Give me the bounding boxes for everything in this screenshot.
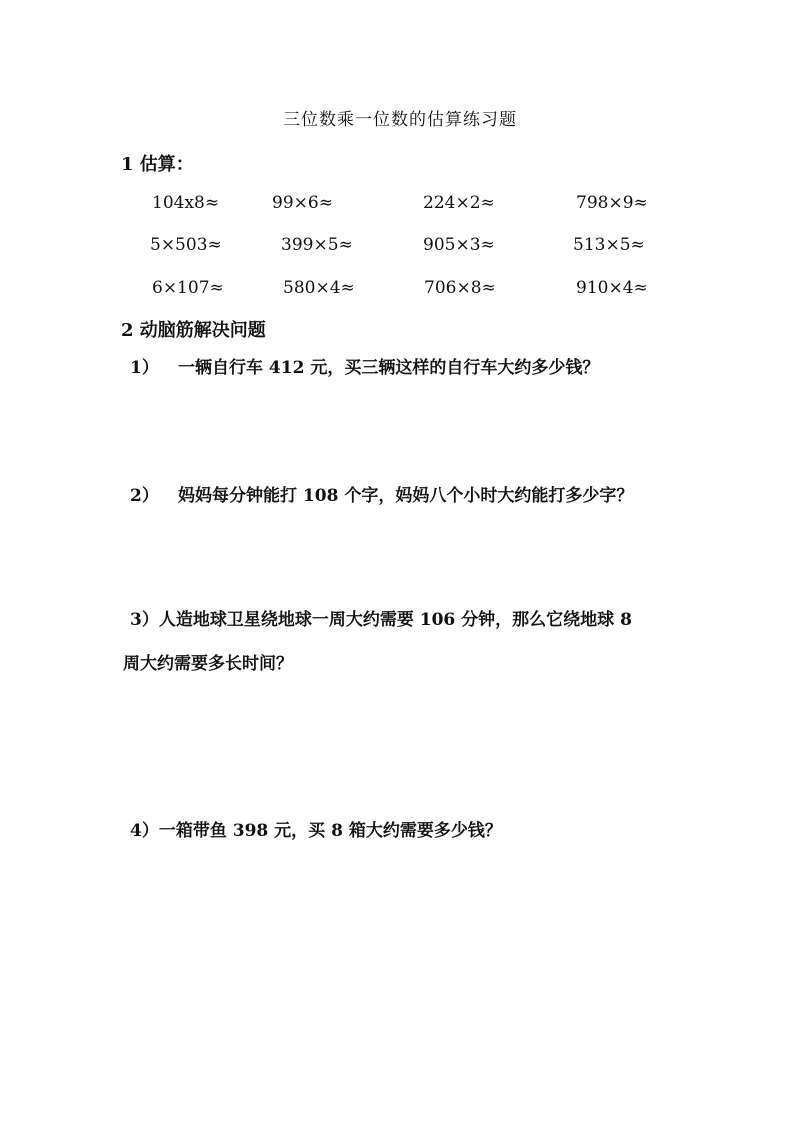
problem-text-continued: 周大约需要多长时间？ [123, 654, 293, 674]
word-problem-3 [123, 598, 690, 674]
estimation-item: 706×8≈ [424, 278, 496, 298]
problem-text: 一辆自行车 412 元，买三辆这样的自行车大约多少钱？ [178, 358, 600, 378]
estimation-item: 798×9≈ [576, 193, 648, 213]
estimation-item: 513×5≈ [573, 235, 645, 255]
problem-number: 4） [130, 821, 159, 841]
problem-text: 一箱带鱼 398 元，买 8 箱大约需要多少钱？ [158, 821, 502, 841]
estimation-item: 99×6≈ [272, 193, 333, 213]
page-title: 三位数乘一位数的估算练习题 [283, 110, 517, 130]
word-problem-1 [130, 346, 690, 390]
word-problem-2 [130, 474, 690, 518]
estimation-item: 5×503≈ [150, 235, 222, 255]
estimation-item: 905×3≈ [423, 235, 495, 255]
estimation-row [0, 235, 800, 263]
word-problem-4 [130, 809, 690, 853]
estimation-item: 910×4≈ [576, 278, 648, 298]
problem-number: 3） [130, 610, 159, 630]
problem-number: 2） [130, 486, 159, 506]
problem-text: 人造地球卫星绕地球一周大约需要 106 分钟，那么它绕地球 8 [158, 610, 632, 630]
estimation-item: 580×4≈ [283, 278, 355, 298]
estimation-item: 224×2≈ [423, 193, 495, 213]
estimation-row [0, 278, 800, 306]
problem-number: 1） [130, 358, 159, 378]
estimation-row [0, 193, 800, 221]
section-problems-heading: 2 动脑筋解决问题 [121, 320, 266, 341]
section-estimation-heading: 1 估算： [121, 154, 194, 175]
problem-text: 妈妈每分钟能打 108 个字，妈妈八个小时大约能打多少字？ [178, 486, 634, 506]
estimation-item: 399×5≈ [281, 235, 353, 255]
estimation-item: 6×107≈ [152, 278, 224, 298]
estimation-item: 104x8≈ [152, 193, 220, 213]
